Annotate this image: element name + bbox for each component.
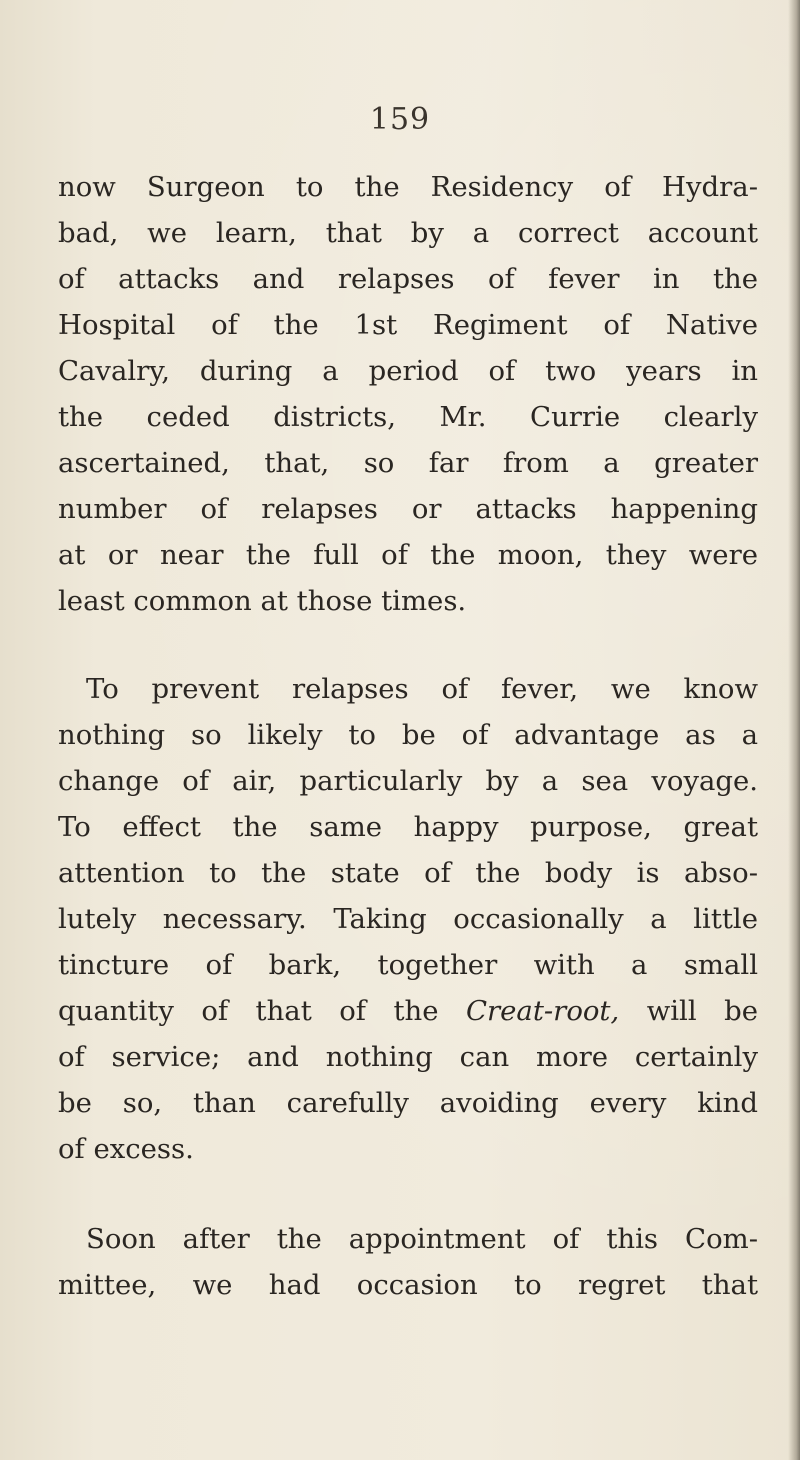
text-line: To effect the same happy purpose, great — [58, 811, 758, 843]
text-line-with-italic — [58, 995, 758, 1027]
text-line: Cavalry, during a period of two years in — [58, 355, 758, 387]
text-line: Hospital of the 1st Regiment of Native — [58, 309, 758, 341]
text-line-last: of excess. — [58, 1133, 194, 1165]
text-line: at or near the full of the moon, they were — [58, 539, 758, 571]
page-edge-shadow — [788, 0, 800, 1460]
text-line: To prevent relapses of fever, we know — [86, 673, 758, 705]
text-line: bad, we learn, that by a correct account — [58, 217, 758, 249]
text-line: of service; and nothing can more certainly — [58, 1041, 758, 1073]
text-line: Soon after the appointment of this Com- — [86, 1223, 758, 1255]
text-line: be so, than carefully avoiding every kind — [58, 1087, 758, 1119]
text-line: mittee, we had occasion to regret that — [58, 1269, 758, 1301]
text-line: nothing so likely to be of advantage as a — [58, 719, 758, 751]
text-segment: quantity of that of the — [58, 995, 466, 1027]
text-line: now Surgeon to the Residency of Hydra- — [58, 171, 758, 203]
text-line: lutely necessary. Taking occasionally a little — [58, 903, 758, 935]
text-line: number of relapses or attacks happening — [58, 493, 758, 525]
text-segment: will be — [619, 995, 758, 1027]
text-line: tincture of bark, together with a small — [58, 949, 758, 981]
text-line: change of air, particularly by a sea voyage. — [58, 765, 758, 797]
text-line: ascertained, that, so far from a greater — [58, 447, 758, 479]
text-line: of attacks and relapses of fever in the — [58, 263, 758, 295]
italic-term: Creat-root, — [465, 995, 620, 1027]
text-line: the ceded districts, Mr. Currie clearly — [58, 401, 758, 433]
text-line: attention to the state of the body is abso- — [58, 857, 758, 889]
text-line-last: least common at those times. — [58, 585, 467, 617]
page-number: 159 — [369, 102, 431, 137]
